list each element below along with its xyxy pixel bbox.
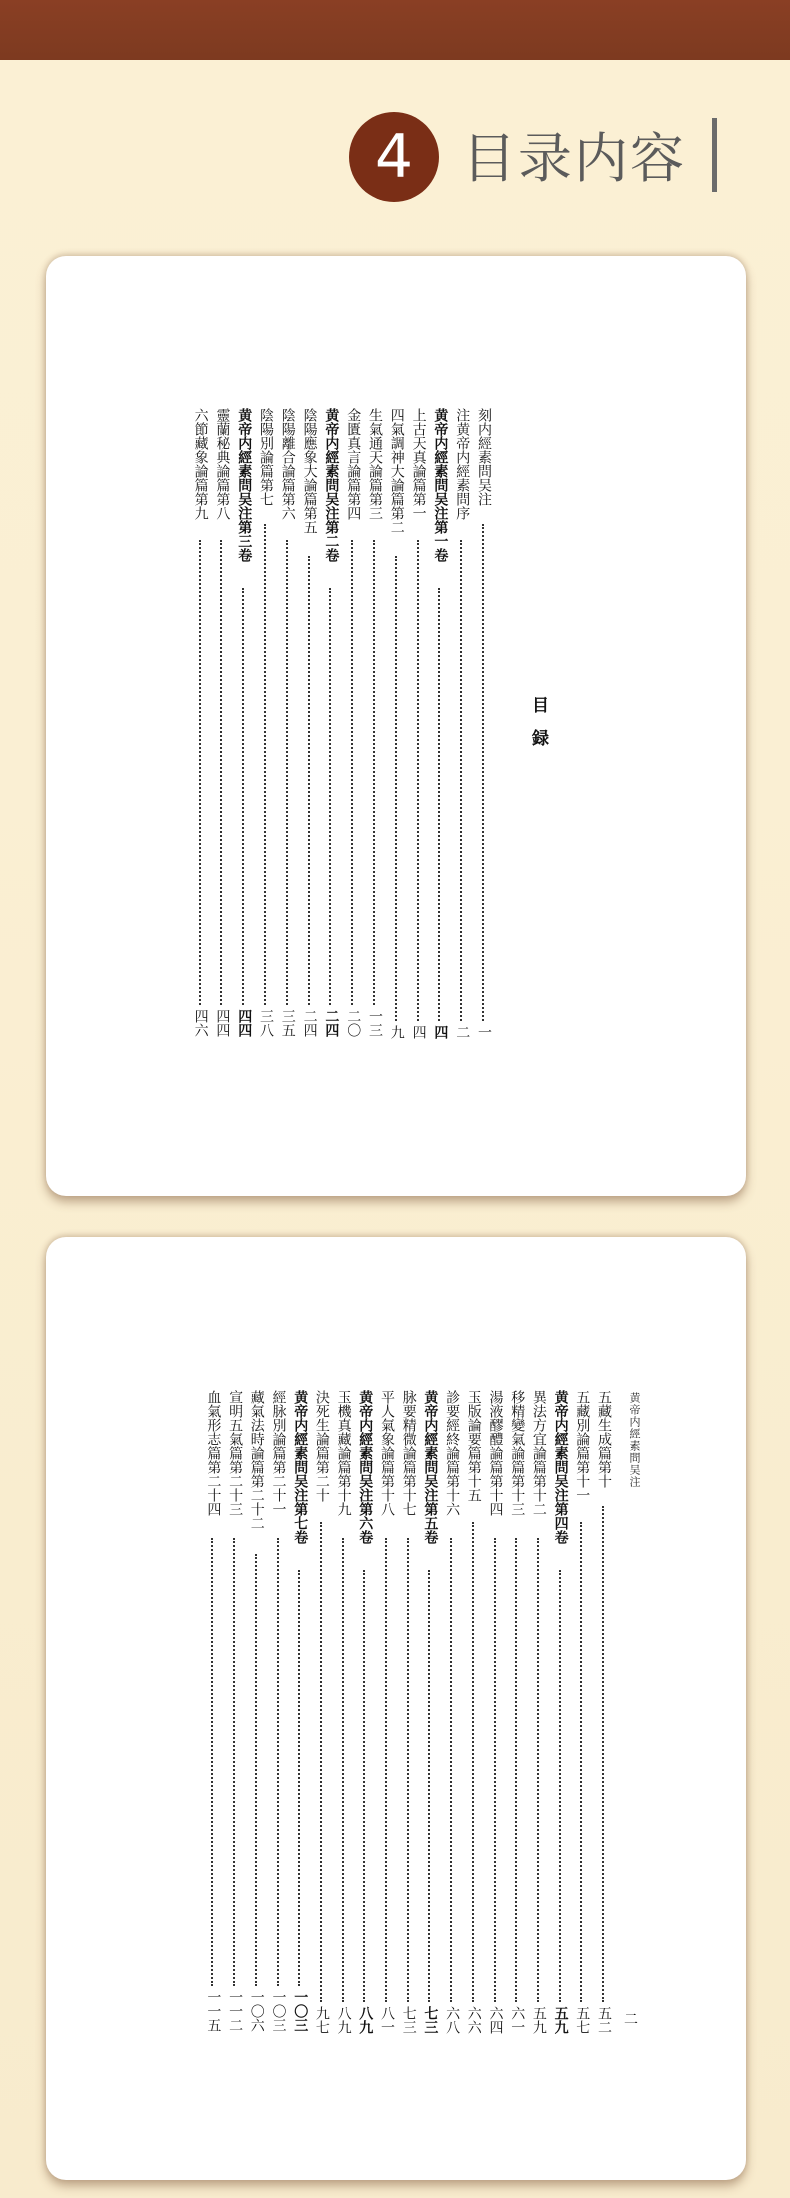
toc-entry <box>430 408 448 1041</box>
toc-entry <box>234 408 252 1041</box>
toc-entry-page: 八九 <box>335 2006 352 2034</box>
toc-entry-title: 靈蘭秘典論篇第八 <box>214 408 231 520</box>
toc-leader-dots <box>407 1538 409 2002</box>
toc-entry <box>551 1390 569 2038</box>
toc-entry <box>355 1390 373 2038</box>
toc-entry <box>269 1390 287 2038</box>
toc-entry-page: 四四 <box>214 1009 231 1037</box>
toc-leader-dots <box>450 1538 452 2002</box>
toc-leader-dots <box>220 540 222 1005</box>
toc-entry-page: 六一 <box>509 2006 526 2034</box>
toc-entry-page: 七三 <box>422 2006 439 2034</box>
toc-leader-dots <box>580 1522 582 2002</box>
toc-leader-dots <box>385 1538 387 2002</box>
toc-entry-page: 八九 <box>357 2006 374 2034</box>
toc-entry-title: 陰陽別論篇第七 <box>258 408 274 506</box>
toc-entry-page: 五九 <box>552 2006 569 2034</box>
toc-entry <box>212 408 230 1041</box>
toc-entry-title: 經脉別論篇第二十一 <box>270 1390 287 1516</box>
toc-entry-page: 一〇三 <box>292 1990 309 2032</box>
toc-entry-title: 五藏別論篇第十一 <box>574 1390 591 1502</box>
toc-heading: 目録 <box>528 696 548 762</box>
toc-entry <box>321 408 339 1041</box>
toc-leader-dots <box>255 1554 257 1986</box>
toc-leader-dots <box>342 1538 344 2002</box>
toc-entry <box>452 408 470 1041</box>
toc-entry-title: 湯液醪醴論篇第十四 <box>487 1390 504 1516</box>
toc-leader-dots <box>320 1522 322 2002</box>
toc-entry-title: 六節藏象論篇第九 <box>192 408 209 520</box>
toc-entry <box>365 408 383 1041</box>
toc-entry-page: 九 <box>388 1025 405 1039</box>
toc-leader-dots <box>417 540 419 1021</box>
toc-entry-page: 三八 <box>258 1009 274 1037</box>
toc-leader-dots <box>242 588 244 1005</box>
toc-entry-title: 黄帝内經素問吴注第三卷 <box>236 408 253 562</box>
toc-entry <box>343 408 361 1041</box>
toc-entry-title: 脉要精微論篇第十七 <box>400 1390 417 1516</box>
toc-leader-dots <box>559 1570 561 2002</box>
toc-leader-dots <box>277 1538 279 1986</box>
toc-entry-title: 診要經終論篇第十六 <box>444 1390 461 1516</box>
toc-leader-dots <box>537 1538 539 2002</box>
toc-entry-page: 二四 <box>323 1009 340 1037</box>
toc-entry <box>572 1390 590 2038</box>
toc-entry-page: 二 <box>454 1025 471 1039</box>
toc-entry <box>278 408 296 1041</box>
toc-entry-page: 七三 <box>400 2006 417 2034</box>
toc-entry-title: 黄帝内經素問吴注第一卷 <box>432 408 449 562</box>
toc-entry-title: 五藏生成篇第十 <box>596 1390 612 1488</box>
toc-entry-page: 五二 <box>596 2006 612 2034</box>
toc-leader-dots <box>233 1538 235 1986</box>
toc-entry-page: 九七 <box>313 2006 330 2034</box>
toc-entry-page: 一三 <box>367 1009 383 1037</box>
toc-entry-page: 五七 <box>574 2006 591 2034</box>
toc-entry-title: 黄帝内經素問吴注第二卷 <box>323 408 340 562</box>
toc-entry-page: 四 <box>410 1025 427 1039</box>
toc-leader-dots <box>363 1570 365 2002</box>
toc-leader-dots <box>438 588 440 1021</box>
toc-entry-page: 一〇三 <box>270 1990 287 2032</box>
toc-leader-dots <box>308 556 310 1005</box>
section-number-badge: 4 <box>349 112 439 202</box>
toc-entry <box>191 408 209 1041</box>
toc-entry <box>399 1390 417 2038</box>
toc-leader-dots <box>472 1522 474 2002</box>
toc-entry-title: 刻内經素問吴注 <box>476 408 492 506</box>
toc-leader-dots <box>264 524 266 1005</box>
toc-entry <box>464 1390 482 2038</box>
toc-entry-title: 玉版論要篇第十五 <box>465 1390 482 1502</box>
toc-entry-page: 四四 <box>236 1009 253 1037</box>
toc-entry-title: 金匱真言論篇第四 <box>345 408 362 520</box>
toc-entry-title: 黄帝内經素問吴注第七卷 <box>292 1390 309 1544</box>
toc-entry-page: 四六 <box>192 1009 209 1037</box>
toc-entry <box>203 1390 221 2038</box>
title-divider <box>712 118 717 192</box>
toc-entry-title: 四氣調神大論篇第二 <box>388 408 405 534</box>
toc-entry-page: 四 <box>432 1025 449 1039</box>
toc-leader-dots <box>494 1538 496 2002</box>
toc-leader-dots <box>395 556 397 1021</box>
toc-entry <box>334 1390 352 2038</box>
toc-entry <box>300 408 318 1041</box>
toc-entry-title: 陰陽離合論篇第六 <box>279 408 296 520</box>
toc-entry <box>256 408 274 1041</box>
toc-leader-dots <box>298 1570 300 1986</box>
toc-entry-title: 上古天真論篇第一 <box>410 408 427 520</box>
toc-entry-title: 生氣通天論篇第三 <box>367 408 383 520</box>
toc-leader-dots <box>286 540 288 1005</box>
toc-entry <box>420 1390 438 2038</box>
toc-leader-dots <box>602 1506 604 2002</box>
toc-leader-dots <box>211 1538 213 1986</box>
toc-entry-page: 八一 <box>379 2006 395 2034</box>
toc-entry <box>377 1390 395 2038</box>
toc-entry-title: 異法方宜論篇第十二 <box>530 1390 547 1516</box>
toc-entry-page: 三五 <box>279 1009 296 1037</box>
toc-leader-dots <box>329 588 331 1005</box>
toc-entry <box>594 1390 612 2038</box>
toc-entry-title: 注黄帝内經素問序 <box>454 408 471 520</box>
top-banner <box>0 0 790 60</box>
toc-page-1 <box>46 256 746 1196</box>
toc-leader-dots <box>199 540 201 1005</box>
toc-entry <box>387 408 405 1041</box>
toc-entry <box>486 1390 504 2038</box>
toc-entry-title: 決死生論篇第二十 <box>313 1390 330 1502</box>
toc-entry-title: 平人氣象論篇第十八 <box>379 1390 395 1516</box>
toc-leader-dots <box>515 1538 517 2002</box>
toc-entry-page: 六六 <box>465 2006 482 2034</box>
toc-entry-page: 一 <box>476 1025 492 1039</box>
toc-entry-page: 六八 <box>444 2006 461 2034</box>
toc-entry <box>529 1390 547 2038</box>
toc-entry <box>474 408 492 1041</box>
toc-entry <box>409 408 427 1041</box>
toc-entry-title: 血氣形志篇第二十四 <box>205 1390 222 1516</box>
page-folio: 二 <box>624 2012 638 2028</box>
toc-page-2 <box>46 1237 746 2180</box>
toc-entry <box>507 1390 525 2038</box>
toc-leader-dots <box>482 524 484 1021</box>
toc-entry-page: 一一二 <box>227 1990 244 2032</box>
toc-entry-page: 六四 <box>487 2006 504 2034</box>
toc-leader-dots <box>373 540 375 1005</box>
toc-entry-title: 宣明五氣篇第二十三 <box>227 1390 244 1516</box>
section-title: 目录内容 <box>462 127 686 190</box>
toc-entry-title: 玉機真藏論篇第十九 <box>335 1390 352 1516</box>
toc-entry-title: 黄帝内經素問吴注第五卷 <box>422 1390 439 1544</box>
toc-leader-dots <box>460 540 462 1021</box>
toc-entry-title: 黄帝内經素問吴注第六卷 <box>357 1390 374 1544</box>
section-header <box>0 110 790 210</box>
toc-entry-title: 陰陽應象大論篇第五 <box>301 408 318 534</box>
toc-entry <box>225 1390 243 2038</box>
toc-entry-page: 一〇六 <box>248 1990 265 2032</box>
toc-entry-page: 一一五 <box>205 1990 222 2032</box>
toc-entry-title: 藏氣法時論篇第二十二 <box>248 1390 265 1530</box>
toc-entry <box>442 1390 460 2038</box>
toc-entry <box>290 1390 308 2038</box>
toc-leader-dots <box>428 1570 430 2002</box>
toc-entry <box>247 1390 265 2038</box>
toc-entry-title: 黄帝内經素問吴注第四卷 <box>552 1390 569 1544</box>
toc-entry <box>312 1390 330 2038</box>
toc-entry-page: 二四 <box>301 1009 318 1037</box>
running-head: 黄帝内經素問吴注 <box>628 1392 641 1488</box>
toc-entry-page: 二〇 <box>345 1009 362 1037</box>
toc-entry-page: 五九 <box>530 2006 547 2034</box>
toc-entry-title: 移精變氣論篇第十三 <box>509 1390 526 1516</box>
toc-leader-dots <box>351 540 353 1005</box>
